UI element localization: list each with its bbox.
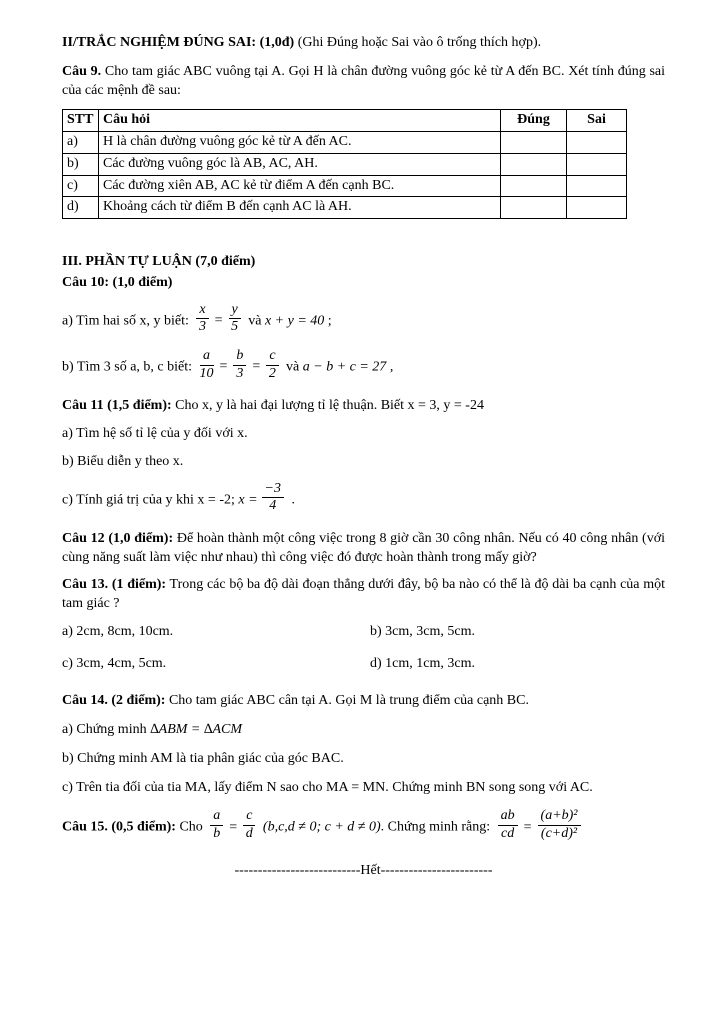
fraction-numerator: a bbox=[210, 809, 223, 826]
cau14-part-c: c) Trên tia đối của tia MA, lấy điểm N sao cho MA = MN. Chứng minh BN song song với AC. bbox=[62, 779, 593, 795]
table-row bbox=[63, 197, 627, 219]
row-question: H là chân đường vuông góc kẻ từ A đến AC. bbox=[99, 132, 501, 154]
fraction-numerator: b bbox=[233, 349, 246, 366]
fraction-denominator: 5 bbox=[231, 319, 239, 335]
fraction-numerator: c bbox=[243, 809, 255, 826]
fraction-c-2 bbox=[266, 349, 278, 381]
sai-answer-cell-c[interactable] bbox=[567, 175, 627, 197]
fraction-denominator: 2 bbox=[268, 365, 276, 381]
section2-heading bbox=[62, 34, 665, 53]
table-header-row bbox=[63, 110, 627, 132]
header-stt: STT bbox=[63, 110, 99, 132]
cau11c-end: . bbox=[288, 491, 295, 507]
section3-title: III. PHẦN TỰ LUẬN (7,0 điểm) bbox=[62, 254, 256, 269]
sai-answer-cell-d[interactable] bbox=[567, 197, 627, 219]
cau10b-end: , bbox=[386, 359, 394, 375]
cau14-text: Cho tam giác ABC cân tại A. Gọi M là trung điểm của cạnh BC. bbox=[165, 693, 529, 709]
section2-title: II/TRẮC NGHIỆM ĐÚNG SAI: (1,0đ) bbox=[62, 35, 295, 50]
cau15-condition: (b,c,d ≠ 0; c + d ≠ 0) bbox=[259, 819, 381, 835]
option-d: d) 1cm, 1cm, 3cm. bbox=[370, 655, 475, 671]
cau12-label: Câu 12 (1,0 điểm): bbox=[62, 530, 174, 546]
sai-answer-cell-b[interactable] bbox=[567, 153, 627, 175]
fraction-neg3-4 bbox=[262, 482, 284, 514]
table-row bbox=[63, 132, 627, 154]
option-c: c) 3cm, 4cm, 5cm. bbox=[62, 655, 167, 671]
row-stt: d) bbox=[63, 197, 99, 219]
cau10a-mid: và bbox=[244, 312, 265, 328]
fraction-denominator: cd bbox=[501, 826, 515, 842]
equals-sign: = bbox=[252, 359, 261, 375]
fraction-denominator: b bbox=[213, 826, 221, 842]
dung-answer-cell-a[interactable] bbox=[501, 132, 567, 154]
end-of-test-line: ---------------------------Hết------------------------ bbox=[234, 862, 493, 878]
cau15-prefix: Cho bbox=[175, 819, 207, 835]
cau9-label: Câu 9. bbox=[62, 63, 102, 79]
cau13-label: Câu 13. (1 điểm): bbox=[62, 577, 167, 593]
cau11-label: Câu 11 (1,5 điểm): bbox=[62, 398, 172, 414]
cau11-text: Cho x, y là hai đại lượng tỉ lệ thuận. Biết x = 3, y = -24 bbox=[171, 398, 484, 414]
cau11-part-c bbox=[62, 480, 665, 516]
dung-answer-cell-c[interactable] bbox=[501, 175, 567, 197]
cau10a-end: ; bbox=[324, 312, 332, 328]
cau11-part-b: b) Biểu diễn y theo x. bbox=[62, 453, 184, 469]
fraction-numerator: ab bbox=[498, 809, 518, 826]
cau11-part-a: a) Tìm hệ số tỉ lệ của y đối với x. bbox=[62, 426, 248, 441]
fraction-ab-cd bbox=[498, 809, 518, 841]
header-sai: Sai bbox=[567, 110, 627, 132]
fraction-denominator: (c+d)² bbox=[540, 826, 578, 842]
cau12-text: Để hoàn thành một công việc trong 8 giờ cần 30 công nhân. Nếu có 40 công nhân (với cùng năng suất làm việc như nhau) thì công việc đó được hoàn thành trong mấy giờ? bbox=[62, 530, 666, 565]
fraction-denominator: 10 bbox=[199, 365, 214, 381]
equals-sign: = bbox=[219, 359, 228, 375]
fraction-y-5 bbox=[229, 303, 241, 335]
fraction-denominator: 4 bbox=[269, 498, 277, 514]
cau10b-condition: a − b + c = 27 bbox=[302, 359, 387, 375]
fraction-denominator: d bbox=[245, 826, 253, 842]
cau10-label: Câu 10: (1,0 điểm) bbox=[62, 274, 173, 290]
fraction-numerator: (a+b)² bbox=[538, 809, 581, 826]
cau10-part-b bbox=[62, 347, 665, 383]
cau11c-prefix: c) Tính giá trị của y khi x = -2; bbox=[62, 491, 239, 507]
row-question: Các đường vuông góc là AB, AC, AH. bbox=[99, 153, 501, 175]
header-question: Câu hỏi bbox=[99, 110, 501, 132]
cau13-text: Trong các bộ ba độ dài đoạn thẳng dưới đây, bộ ba nào có thể là độ dài ba cạnh của một tam giác ? bbox=[62, 577, 665, 612]
fraction-numerator: −3 bbox=[262, 482, 284, 499]
fraction-b-3 bbox=[233, 349, 246, 381]
cau15-mid: . Chứng minh rằng: bbox=[380, 819, 494, 835]
cau13-options bbox=[62, 623, 665, 687]
cau11c-var: x = bbox=[238, 491, 258, 507]
row-stt: b) bbox=[63, 153, 99, 175]
cau9-table bbox=[62, 109, 627, 219]
row-stt: a) bbox=[63, 132, 99, 154]
option-b: b) 3cm, 3cm, 5cm. bbox=[370, 623, 475, 639]
table-row bbox=[63, 175, 627, 197]
row-question: Khoảng cách từ điểm B đến cạnh AC là AH. bbox=[99, 197, 501, 219]
row-question: Các đường xiên AB, AC kẻ từ điểm A đến cạnh BC. bbox=[99, 175, 501, 197]
fraction-aplusb-cplusd bbox=[538, 809, 581, 841]
equals-sign: = bbox=[214, 312, 223, 328]
table-row bbox=[63, 153, 627, 175]
cau10b-prefix: b) Tìm 3 số a, b, c biết: bbox=[62, 359, 196, 375]
fraction-denominator: 3 bbox=[199, 319, 206, 335]
equals-sign: = bbox=[229, 819, 238, 835]
cau10b-mid: và bbox=[282, 359, 303, 375]
cau10a-condition: x + y = 40 bbox=[264, 312, 325, 328]
cau14-part-b: b) Chứng minh AM là tia phân giác của góc BAC. bbox=[62, 750, 344, 766]
cau14a-prefix: a) Chứng minh bbox=[62, 722, 151, 738]
header-dung: Đúng bbox=[501, 110, 567, 132]
cau14a-math: ∆ABM = ∆ACM bbox=[150, 722, 242, 738]
cau14-part-a bbox=[62, 721, 665, 740]
equals-sign: = bbox=[523, 819, 532, 835]
dung-answer-cell-d[interactable] bbox=[501, 197, 567, 219]
cau10-part-a bbox=[62, 301, 665, 337]
fraction-numerator: x bbox=[196, 303, 208, 320]
cau9-intro bbox=[62, 63, 665, 101]
row-stt: c) bbox=[63, 175, 99, 197]
cau12-paragraph bbox=[62, 530, 665, 568]
fraction-x-3 bbox=[196, 303, 208, 335]
fraction-numerator: a bbox=[200, 349, 214, 366]
cau10a-prefix: a) Tìm hai số x, y biết: bbox=[62, 312, 193, 328]
cau11-intro bbox=[62, 397, 665, 416]
fraction-a-b bbox=[210, 809, 223, 841]
option-a: a) 2cm, 8cm, 10cm. bbox=[62, 623, 174, 639]
cau15-label: Câu 15. (0,5 điểm): bbox=[62, 819, 176, 835]
cau14-paragraph bbox=[62, 692, 665, 711]
fraction-numerator: y bbox=[229, 303, 241, 320]
cau14-label: Câu 14. (2 điểm): bbox=[62, 693, 166, 709]
cau9-text: Cho tam giác ABC vuông tại A. Gọi H là chân đường vuông góc kẻ từ A đến BC. Xét tính đúng sai của các mệnh đề sau: bbox=[62, 63, 665, 98]
fraction-denominator: 3 bbox=[236, 365, 244, 381]
sai-answer-cell-a[interactable] bbox=[567, 132, 627, 154]
fraction-numerator: c bbox=[266, 349, 278, 366]
fraction-a-10 bbox=[200, 349, 214, 381]
fraction-c-d bbox=[243, 809, 255, 841]
section2-note: (Ghi Đúng hoặc Sai vào ô trống thích hợp). bbox=[294, 35, 542, 50]
cau15-paragraph bbox=[62, 808, 665, 843]
cau13-paragraph bbox=[62, 576, 665, 614]
dung-answer-cell-b[interactable] bbox=[501, 153, 567, 175]
